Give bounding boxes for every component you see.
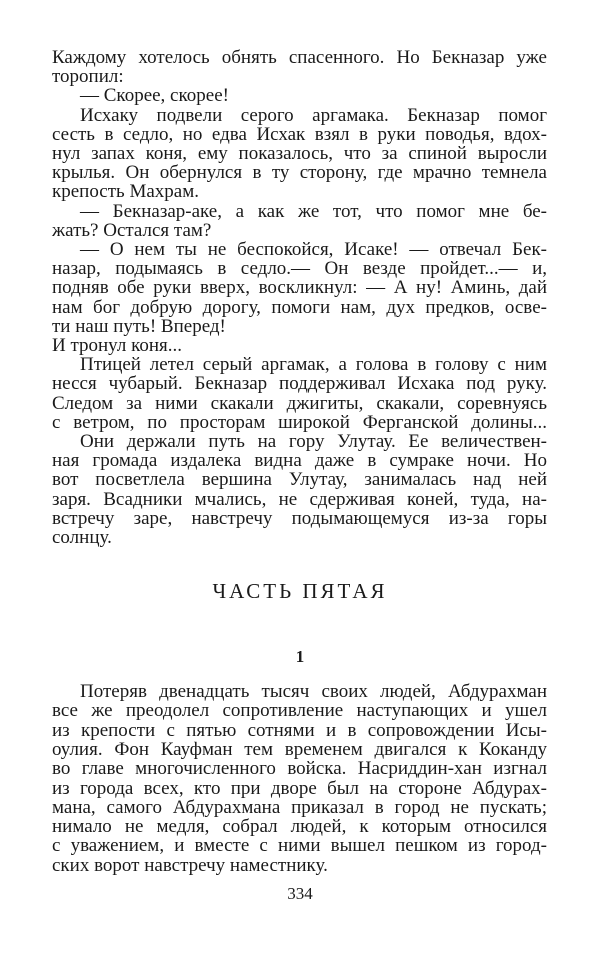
- text-line-content: из крепости с пятью сотнями и в сопровождении Исы-: [52, 719, 547, 741]
- text-line-content: мана, самого Абдурахмана приказал в город не пускать;: [52, 796, 547, 818]
- text-line-content: нул запах коня, ему показалось, что за спиной выросли: [52, 143, 547, 164]
- text-line-content: — Скорее, скорее!: [80, 85, 229, 107]
- text-line-content: несся чубарый. Бекназар поддерживал Исхака под руку.: [52, 373, 547, 395]
- text-line-content: нимало не медля, собрал людей, к которым относился: [52, 816, 547, 838]
- text-line-content: ти наш путь! Вперед!: [52, 315, 226, 337]
- text-line-content: встречу заре, навстречу подымающемуся из-за горы: [52, 507, 547, 529]
- text-line-content: — Бекназар-аке, а как же тот, что помог мне бе-: [80, 200, 547, 222]
- text-line-content: ная громада издалека видна даже в сумраке ночи. Но: [52, 450, 547, 472]
- text-line-content: из города всех, кто при дворе был на стороне Абдурах-: [52, 777, 547, 799]
- part-title: ЧАСТЬ ПЯТАЯ: [212, 579, 388, 603]
- text-line-content: подняв обе руки вверх, воскликнул: — А ну! Аминь, дай: [52, 277, 547, 299]
- text-line-content: Птицей летел серый аргамак, а голова в голову с ним: [80, 354, 547, 376]
- page-number: 334: [287, 884, 313, 903]
- text-line-content: вот посветлела вершина Улутау, занималась над ней: [52, 469, 547, 491]
- text-line-content: во главе многочисленного войска. Насриддин-хан изгнал: [52, 758, 547, 780]
- text-line-content: оулия. Фон Кауфман тем временем двигался к Коканду: [52, 738, 547, 760]
- text-line-content: крылья. Он обернулся в ту сторону, где мрачно темнела: [52, 162, 547, 184]
- text-line-content: торопил:: [52, 66, 124, 88]
- text-line-content: — О нем ты не беспокойся, Исаке! — отвечал Бек-: [80, 239, 547, 260]
- text-line-content: крепость Махрам.: [52, 181, 199, 203]
- text-line-content: Они держали путь на гору Улутау. Ее величествен-: [80, 431, 547, 452]
- text-line-content: сесть в седло, но едва Исхак взял в руки поводья, вдох-: [52, 123, 547, 145]
- text-line-content: с уважением, и вместе с ними вышел пешком из город-: [52, 835, 547, 857]
- text-line-content: И тронул коня...: [52, 335, 182, 356]
- text-line-content: Следом за ними скакали джигиты, скакали, соревнуясь: [52, 392, 547, 414]
- text-line-content: заря. Всадники мчались, не сдерживая коней, туда, на-: [52, 488, 547, 510]
- text-line-content: Каждому хотелось обнять спасенного. Но Бекназар уже: [52, 47, 547, 68]
- text-line-content: с ветром, по просторам широкой Ферганской долины...: [52, 411, 547, 433]
- text-line-content: назар, подымаясь в седло.— Он везде пройдет...— и,: [52, 258, 547, 280]
- text-line-content: ских ворот навстречу наместнику.: [52, 854, 328, 876]
- chapter-number: 1: [295, 647, 305, 666]
- text-line-content: солнцу.: [52, 527, 112, 548]
- text-line-content: Исхаку подвели серого аргамака. Бекназар помог: [80, 104, 547, 126]
- text-line-content: все же преодолел сопротивление наступающих и ушел: [52, 700, 547, 722]
- text-line-content: жать? Остался там?: [52, 219, 212, 241]
- text-line-content: Потеряв двенадцать тысяч своих людей, Абдурахман: [80, 681, 547, 702]
- text-line-content: нам бог добрую дорогу, помоги нам, дух предков, освe-: [52, 296, 547, 318]
